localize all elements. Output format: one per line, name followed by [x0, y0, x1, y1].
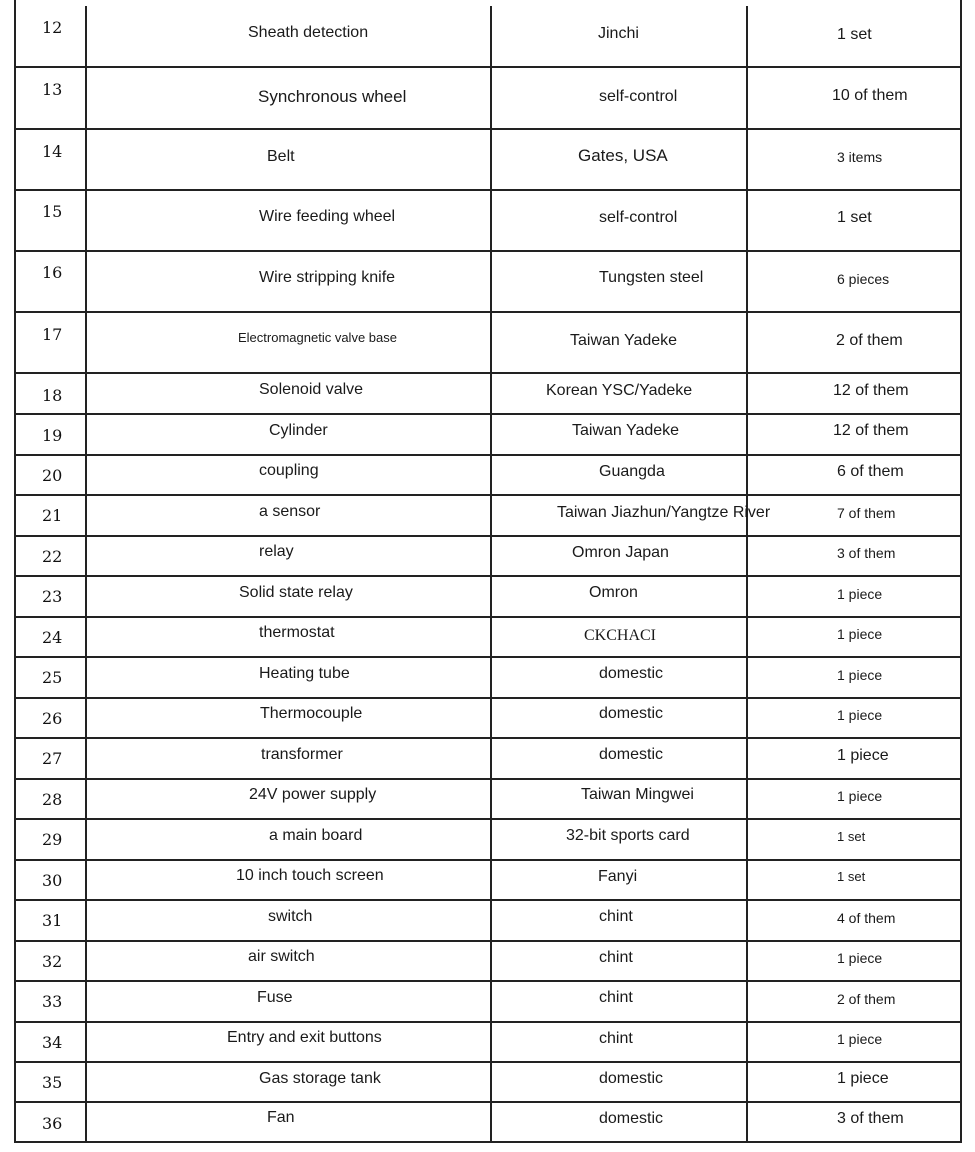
part-brand: Taiwan Mingwei [581, 786, 694, 803]
part-name: 24V power supply [249, 786, 377, 803]
part-quantity: 1 piece [837, 950, 883, 966]
part-brand: CKCHACI [584, 627, 657, 644]
part-brand: Guangda [599, 463, 665, 480]
part-quantity: 1 piece [837, 788, 883, 804]
part-brand: Gates, USA [578, 146, 668, 165]
row-number: 14 [42, 142, 63, 161]
table-row [16, 739, 960, 780]
table-row [16, 820, 960, 861]
part-brand: chint [599, 949, 633, 966]
part-brand: Omron Japan [572, 544, 669, 561]
part-brand: chint [599, 1030, 633, 1047]
row-number: 35 [42, 1073, 63, 1092]
row-number: 25 [42, 668, 63, 687]
table-row [16, 68, 960, 130]
table-row [16, 313, 960, 374]
part-brand: domestic [599, 1110, 664, 1127]
part-quantity: 1 piece [837, 626, 883, 642]
part-name: Fuse [257, 989, 293, 1006]
part-name: transformer [261, 746, 343, 763]
part-name: Gas storage tank [259, 1070, 381, 1087]
part-quantity: 12 of them [833, 422, 909, 439]
table-row [16, 1023, 960, 1063]
table-row [16, 130, 960, 191]
row-number: 13 [42, 80, 63, 99]
part-name: Cylinder [269, 422, 328, 439]
part-quantity: 7 of them [837, 505, 896, 521]
table-row [16, 537, 960, 577]
table-row [16, 658, 960, 699]
part-brand: domestic [599, 665, 664, 682]
table-row [16, 456, 960, 496]
part-brand: Taiwan Yadeke [570, 332, 678, 349]
part-quantity: 1 piece [837, 667, 883, 683]
part-brand: Jinchi [598, 25, 639, 42]
table-row [16, 901, 960, 942]
row-number: 36 [42, 1114, 63, 1133]
part-brand: Korean YSC/Yadeke [546, 382, 693, 399]
table-row [16, 415, 960, 456]
table-row [16, 1103, 960, 1143]
part-name: Solid state relay [239, 584, 353, 601]
part-name: air switch [248, 948, 315, 965]
part-brand: Taiwan Jiazhun/Yangtze River [557, 504, 771, 521]
table-row [16, 0, 960, 68]
part-name: Synchronous wheel [258, 87, 407, 106]
table-row [16, 191, 960, 252]
row-number: 12 [42, 18, 63, 37]
row-number: 31 [42, 911, 63, 930]
part-quantity: 1 set [837, 869, 866, 884]
table-row [16, 861, 960, 901]
part-brand: Taiwan Yadeke [572, 422, 680, 439]
part-brand: domestic [599, 705, 664, 722]
part-brand: 32-bit sports card [566, 827, 690, 844]
table-row [16, 699, 960, 739]
part-quantity: 12 of them [833, 382, 909, 399]
row-number: 32 [42, 952, 63, 971]
part-brand: domestic [599, 1070, 664, 1087]
table-row [16, 780, 960, 820]
part-quantity: 1 piece [837, 1070, 889, 1087]
part-name: Sheath detection [248, 24, 369, 41]
row-number: 20 [42, 466, 63, 485]
table-row [16, 618, 960, 658]
row-number: 26 [42, 709, 63, 728]
part-name: Solenoid valve [259, 381, 364, 398]
row-number: 24 [42, 628, 63, 647]
part-name: Electromagnetic valve base [238, 330, 397, 345]
part-brand: Omron [589, 584, 638, 601]
part-quantity: 6 of them [837, 463, 904, 480]
part-brand: Fanyi [598, 868, 638, 885]
table-row [16, 577, 960, 618]
part-quantity: 10 of them [832, 87, 908, 104]
part-name: Wire stripping knife [259, 269, 396, 286]
part-quantity: 1 piece [837, 747, 889, 764]
row-number: 17 [42, 325, 63, 344]
part-name: Entry and exit buttons [227, 1029, 382, 1046]
part-name: Fan [267, 1109, 295, 1126]
part-quantity: 1 set [837, 26, 872, 43]
table-row [16, 1063, 960, 1103]
part-quantity: 2 of them [836, 332, 903, 349]
part-brand: chint [599, 908, 633, 925]
part-quantity: 1 piece [837, 586, 883, 602]
row-number: 23 [42, 587, 63, 606]
table-row [16, 942, 960, 982]
row-number: 29 [42, 830, 63, 849]
part-quantity: 2 of them [837, 991, 896, 1007]
part-brand: domestic [599, 746, 664, 763]
row-number: 30 [42, 871, 63, 890]
row-number: 33 [42, 992, 63, 1011]
row-number: 15 [42, 202, 63, 221]
part-name: Heating tube [259, 665, 350, 682]
part-brand: self-control [599, 209, 678, 226]
part-quantity: 3 of them [837, 1110, 904, 1127]
part-quantity: 3 of them [837, 545, 896, 561]
part-name: coupling [259, 462, 319, 479]
table-row [16, 496, 960, 537]
part-name: switch [268, 908, 313, 925]
part-name: a sensor [259, 503, 321, 520]
part-quantity: 3 items [837, 149, 883, 165]
part-name: Belt [267, 148, 295, 165]
part-name: 10 inch touch screen [236, 867, 384, 884]
row-number: 21 [42, 506, 63, 525]
table-row [16, 982, 960, 1023]
part-quantity: 6 pieces [837, 271, 890, 287]
part-brand: Tungsten steel [599, 269, 704, 286]
part-name: a main board [269, 827, 363, 844]
part-brand: self-control [599, 88, 678, 105]
part-name: Wire feeding wheel [259, 208, 396, 225]
table-row [16, 374, 960, 415]
part-quantity: 1 set [837, 829, 866, 844]
row-number: 19 [42, 426, 63, 445]
part-quantity: 1 set [837, 209, 872, 226]
part-quantity: 4 of them [837, 910, 896, 926]
part-name: relay [259, 543, 294, 560]
part-name: thermostat [259, 624, 335, 641]
part-name: Thermocouple [260, 705, 363, 722]
row-number: 28 [42, 790, 63, 809]
parts-table [14, 0, 962, 1143]
row-number: 18 [42, 386, 63, 405]
row-number: 34 [42, 1033, 63, 1052]
table-row [16, 252, 960, 313]
part-quantity: 1 piece [837, 1031, 883, 1047]
row-number: 22 [42, 547, 63, 566]
part-brand: chint [599, 989, 633, 1006]
part-quantity: 1 piece [837, 707, 883, 723]
row-number: 16 [42, 263, 63, 282]
row-number: 27 [42, 749, 63, 768]
